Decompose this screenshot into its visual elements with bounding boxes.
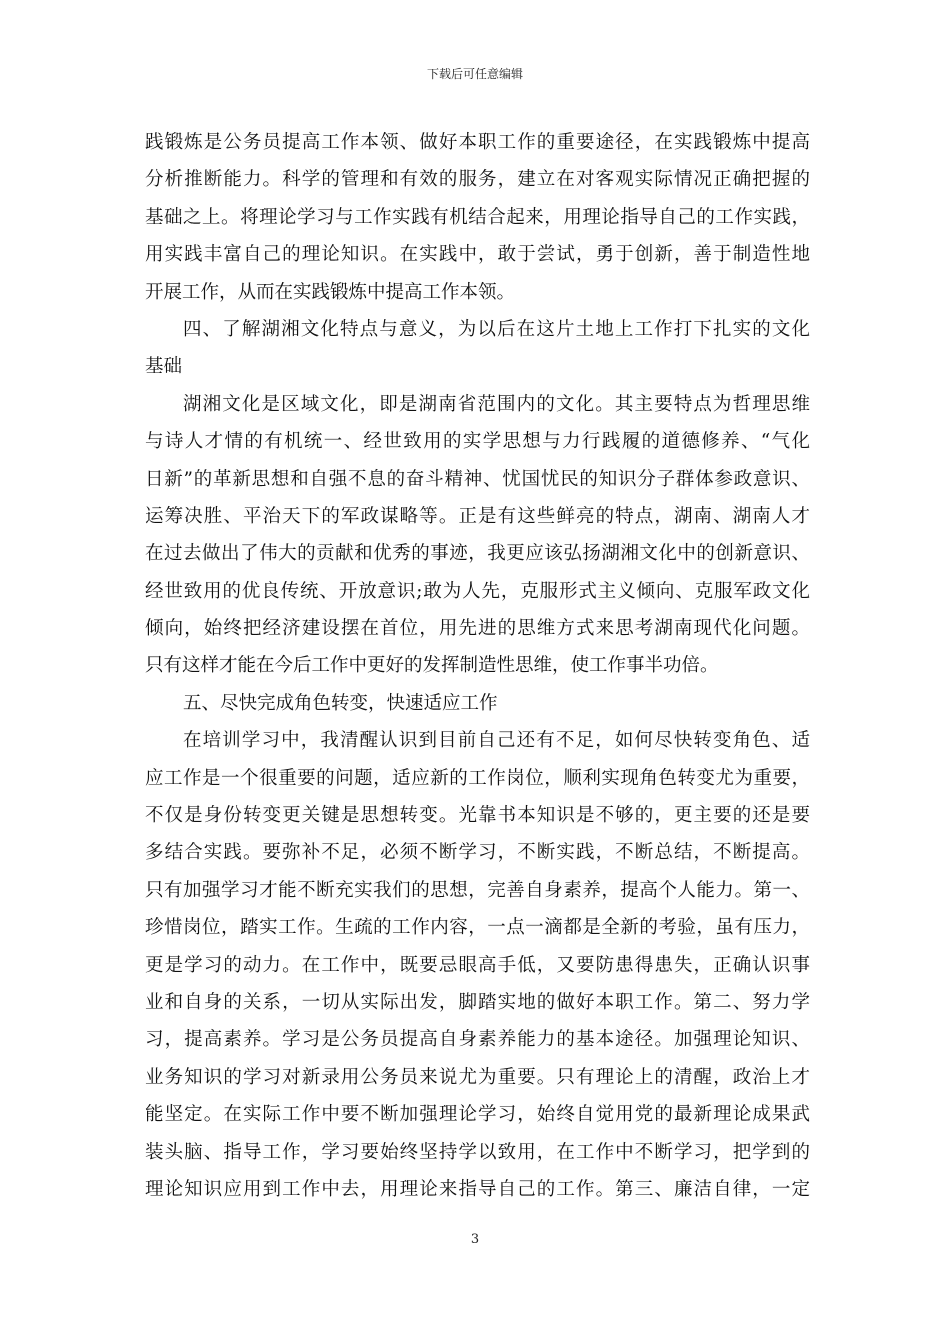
text-line: 在培训学习中，我清醒认识到目前自己还有不足，如何尽快转变角色、适	[183, 730, 810, 752]
text-line: 与诗人才情的有机统一、经世致用的实学思想与力行践履的道德修养、“气化	[145, 431, 810, 453]
text-line: 基础	[145, 356, 183, 378]
page-header: 下载后可任意编辑	[426, 67, 523, 81]
text-line: 装头脑、指导工作，学习要始终坚持学以致用，在工作中不断学习，把学到的	[145, 1141, 810, 1163]
text-line: 能坚定。在实际工作中要不断加强理论学习，始终自觉用党的最新理论成果武	[145, 1104, 810, 1126]
text-line: 运筹决胜、平治天下的军政谋略等。正是有这些鲜亮的特点，湖南、湖南人才	[145, 505, 810, 527]
text-line: 经世致用的优良传统、开放意识;敢为人先，克服形式主义倾向、克服军政文化	[145, 580, 810, 602]
text-line: 五、尽快完成角色转变，快速适应工作	[183, 692, 498, 714]
text-line: 应工作是一个很重要的问题，适应新的工作岗位，顺利实现角色转变尤为重要，	[145, 767, 810, 789]
text-line: 不仅是身份转变更关键是思想转变。光靠书本知识是不够的，更主要的还是要	[145, 805, 810, 827]
text-line: 开展工作，从而在实践锻炼中提高工作本领。	[145, 281, 516, 303]
text-line: 基础之上。将理论学习与工作实践有机结合起来，用理论指导自己的工作实践，	[145, 206, 810, 228]
text-line: 业务知识的学习对新录用公务员来说尤为重要。只有理论上的清醒，政治上才	[145, 1066, 810, 1088]
text-line: 只有加强学习才能不断充实我们的思想，完善自身素养，提高个人能力。第一、	[145, 879, 810, 901]
text-line: 多结合实践。要弥补不足，必须不断学习，不断实践，不断总结，不断提高。	[145, 842, 810, 864]
page-number: 3	[470, 1232, 480, 1247]
text-line: 湖湘文化是区域文化，即是湖南省范围内的文化。其主要特点为哲理思维	[183, 393, 810, 415]
text-line: 用实践丰富自己的理论知识。在实践中，敢于尝试，勇于创新，善于制造性地	[145, 244, 810, 266]
text-line: 业和自身的关系，一切从实际出发，脚踏实地的做好本职工作。第二、努力学	[145, 991, 810, 1013]
text-line: 理论知识应用到工作中去，用理论来指导自己的工作。第三、廉洁自律，一定	[145, 1178, 810, 1200]
text-line: 倾向，始终把经济建设摆在首位，用先进的思维方式来思考湖南现代化问题。	[145, 618, 810, 640]
text-line: 习，提高素养。学习是公务员提高自身素养能力的基本途径。加强理论知识、	[145, 1029, 810, 1051]
text-line: 日新”的革新思想和自强不息的奋斗精神、忧国忧民的知识分子群体参政意识、	[145, 468, 810, 490]
text-line: 四、了解湖湘文化特点与意义，为以后在这片土地上工作打下扎实的文化	[183, 318, 810, 340]
body-text	[145, 124, 810, 1208]
text-line: 更是学习的动力。在工作中，既要忌眼高手低，又要防患得患失，正确认识事	[145, 954, 810, 976]
text-line: 在过去做出了伟大的贡献和优秀的事迹，我更应该弘扬湖湘文化中的创新意识、	[145, 543, 810, 565]
text-line: 珍惜岗位，踏实工作。生疏的工作内容，一点一滴都是全新的考验，虽有压力，	[145, 917, 810, 939]
text-line: 践锻炼是公务员提高工作本领、做好本职工作的重要途径，在实践锻炼中提高	[145, 132, 810, 153]
text-line: 分析推断能力。科学的管理和有效的服务，建立在对客观实际情况正确把握的	[145, 169, 810, 191]
text-line: 只有这样才能在今后工作中更好的发挥制造性思维，使工作事半功倍。	[145, 655, 719, 677]
